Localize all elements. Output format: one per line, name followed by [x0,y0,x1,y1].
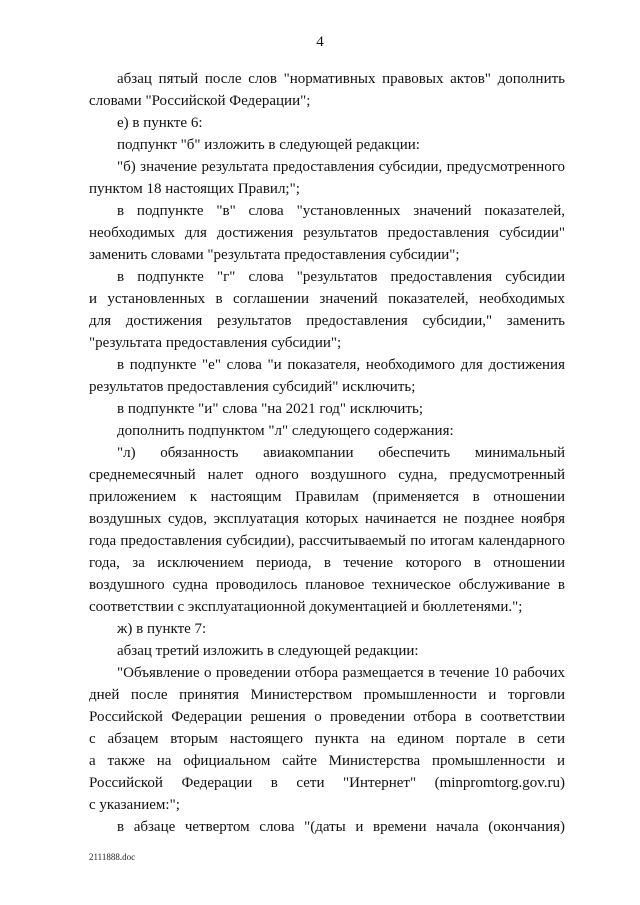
page-number: 4 [316,34,324,50]
text-line: в подпункте "е" слова "и показателя, необходимого для достижения [117,357,565,373]
text-line: "результата предоставления субсидии"; [89,335,342,351]
text-line: Российской Федерации в сети "Интернет" (minpromtorg.gov.ru) [89,775,565,791]
text-line: словами "Российской Федерации"; [89,93,311,109]
text-line: в подпункте "и" слова "на 2021 год" исключить; [117,401,424,417]
text-line: заменить словами "результата предоставления субсидии"; [89,247,460,263]
text-line: "л) обязанность авиакомпании обеспечить минимальный [117,445,565,461]
text-line: в абзаце четвертом слова "(даты и времени начала (окончания) [117,819,565,835]
text-line: абзац третий изложить в следующей редакции: [117,643,419,659]
text-line: приложением к настоящим Правилам (применяется в отношении [89,489,565,505]
text-line: и установленных в соглашении значений показателей, необходимых [89,291,565,307]
text-line: года, за исключением периода, в течение которого в отношении [89,555,565,571]
text-line: "б) значение результата предоставления субсидии, предусмотренного [117,159,565,175]
text-line: соответствии с эксплуатационной документацией и бюллетенями."; [89,599,523,615]
text-line: ж) в пункте 7: [117,621,207,637]
text-line: дополнить подпунктом "л" следующего содержания: [117,423,454,439]
text-line: года предоставления субсидии), рассчитываемый по итогам календарного [89,533,565,549]
text-line: воздушного судна проводилось плановое техническое обслуживание в [89,577,565,593]
text-line: с абзацем вторым настоящего пункта на едином портале в сети [89,731,565,747]
text-line: необходимых для достижения результатов предоставления субсидии" [89,225,565,241]
text-line: абзац пятый после слов "нормативных правовых актов" дополнить [117,71,565,87]
text-line: в подпункте "в" слова "установленных значений показателей, [117,203,565,219]
text-line: "Объявление о проведении отбора размещается в течение 10 рабочих [117,665,565,681]
text-line: подпункт "б" изложить в следующей редакции: [117,137,420,153]
text-line: Российской Федерации решения о проведении отбора в соответствии [89,709,565,725]
text-line: воздушных судов, эксплуатация которых начинается не позднее ноября [89,511,565,527]
text-line: пунктом 18 настоящих Правил;"; [89,181,300,197]
text-line: с указанием:"; [89,797,180,813]
text-line: результатов предоставления субсидий" исключить; [89,379,416,395]
text-line: а также на официальном сайте Министерства промышленности и [89,753,565,769]
text-line: е) в пункте 6: [117,115,203,131]
text-line: дней после принятия Министерством промышленности и торговли [89,687,565,703]
text-line: для достижения результатов предоставления субсидии," заменить [89,313,565,329]
text-line: в подпункте "г" слова "результатов предоставления субсидии [117,269,565,285]
text-line: среднемесячный налет одного воздушного судна, предусмотренный [89,467,565,483]
document-footer: 2111888.doc [89,852,136,862]
